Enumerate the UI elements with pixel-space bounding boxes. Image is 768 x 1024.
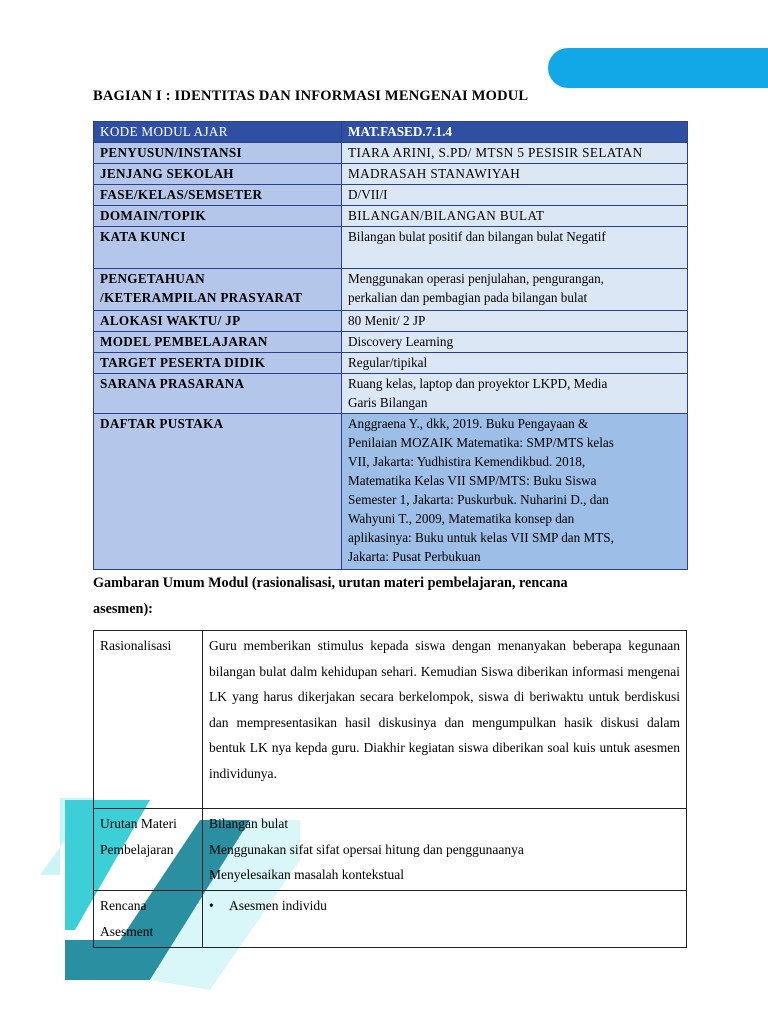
table-row (94, 206, 688, 227)
row-value-line: Jakarta: Pusat Perbukuan (348, 549, 481, 564)
rencana-label (94, 890, 203, 947)
table-row (94, 227, 688, 269)
table-row (94, 332, 688, 353)
table-row (94, 269, 688, 311)
urutan-label-line: Urutan Materi (100, 816, 177, 831)
row-value: BILANGAN/BILANGAN BULAT (342, 206, 688, 227)
list-item-text: Asesmen individu (229, 897, 327, 913)
row-key: TARGET PESERTA DIDIK (94, 353, 342, 374)
table-row (94, 631, 687, 809)
rasionalisasi-text: Guru memberikan stimulus kepada siswa dengan menanyakan beberapa kegunaan bilangan bulat dalm kehidupan sehari. Kemudian Siswa diberikan informasi mengenai LK yang harus dikerjakan secara berkelompok, siswa di beriwaktu untuk berdiskusi dan mempresentasikan hasil diskusinya dan mengumpulkan hasik diskusi dalam bentuk LK nya kepda guru. Diakhir kegiatan siswa diberikan soal kuis untuk asesmen individunya. (203, 631, 687, 809)
row-value-line: Ruang kelas, laptop dan proyektor LKPD, Media (348, 376, 608, 391)
row-value-line: Garis Bilangan (348, 395, 428, 410)
row-value-line: Semester 1, Jakarta: Puskurbuk. Nuharini D., dan (348, 492, 609, 507)
row-key: FASE/KELAS/SEMSETER (94, 185, 342, 206)
identity-table (93, 121, 688, 570)
row-value: Discovery Learning (342, 332, 688, 353)
table-row (94, 414, 688, 570)
row-value-line: VII, Jakarta: Yudhistira Kemendikbud. 2018, (348, 454, 586, 469)
row-key: ALOKASI WAKTU/ JP (94, 311, 342, 332)
row-key: KATA KUNCI (94, 227, 342, 269)
row-value-line: aplikasinya: Buku untuk kelas VII SMP dan MTS, (348, 530, 614, 545)
list-item: Menggunakan sifat sifat opersai hitung dan penggunaanya (209, 841, 524, 857)
row-value-line: perkalian dan pembagian pada bilangan bulat (348, 290, 588, 305)
row-value-line: Wahyuni T., 2009, Matematika konsep dan (348, 511, 575, 526)
row-key: DAFTAR PUSTAKA (94, 414, 342, 570)
row-value: TIARA ARINI, S.PD/ MTSN 5 PESISIR SELATAN (342, 143, 688, 164)
row-value-line: Matematika Kelas VII SMP/MTS: Buku Siswa (348, 473, 597, 488)
accent-bar (548, 48, 768, 88)
table-row (94, 374, 688, 414)
row-value: Regular/tipikal (342, 353, 688, 374)
bullet-icon: • (209, 897, 214, 913)
row-key: PENYUSUN/INSTANSI (94, 143, 342, 164)
table-row (94, 809, 687, 891)
row-key-line: PENGETAHUAN (100, 271, 205, 286)
row-key: KODE MODUL AJAR (94, 122, 342, 143)
table-row (94, 122, 688, 143)
row-value: MADRASAH STANAWIYAH (342, 164, 688, 185)
list-item (209, 893, 680, 919)
overview-title-line: asesmen): (93, 601, 153, 617)
overview-title (93, 570, 693, 622)
row-key: DOMAIN/TOPIK (94, 206, 342, 227)
row-value-line: Anggraena Y., dkk, 2019. Buku Pengayaan & (348, 416, 589, 431)
row-key: JENJANG SEKOLAH (94, 164, 342, 185)
urutan-items (203, 809, 687, 891)
table-row (94, 890, 687, 947)
overview-table (93, 630, 687, 948)
section-heading: BAGIAN I : IDENTITAS DAN INFORMASI MENGENAI MODUL (93, 88, 529, 104)
rencana-label-line: Rencana (100, 897, 147, 913)
rencana-label-line: Asesment (100, 923, 154, 939)
table-row (94, 353, 688, 374)
row-value: Bilangan bulat positif dan bilangan bulat Negatif (342, 227, 688, 269)
row-value (342, 269, 688, 311)
row-key: SARANA PRASARANA (94, 374, 342, 414)
table-row (94, 164, 688, 185)
table-row (94, 185, 688, 206)
urutan-label (94, 809, 203, 891)
table-row (94, 311, 688, 332)
row-value (342, 374, 688, 414)
list-item: Bilangan bulat (209, 816, 289, 831)
overview-title-line: Gambaran Umum Modul (rasionalisasi, urutan materi pembelajaran, rencana (93, 575, 568, 591)
list-item: Menyelesaikan masalah kontekstual (209, 867, 404, 882)
row-value: D/VII/I (342, 185, 688, 206)
row-value-line: Penilaian MOZAIK Matematika: SMP/MTS kelas (348, 435, 614, 450)
row-value: MAT.FASED.7.1.4 (342, 122, 688, 143)
row-value (342, 414, 688, 570)
row-key-line: /KETERAMPILAN PRASYARAT (100, 290, 303, 305)
rasionalisasi-label: Rasionalisasi (94, 631, 203, 809)
row-key: MODEL PEMBELAJARAN (94, 332, 342, 353)
urutan-label-line: Pembelajaran (100, 842, 174, 857)
row-value-line: Menggunakan operasi penjulahan, pengurangan, (348, 271, 604, 286)
row-key (94, 269, 342, 311)
rencana-items (203, 890, 687, 947)
row-value: 80 Menit/ 2 JP (342, 311, 688, 332)
table-row (94, 143, 688, 164)
